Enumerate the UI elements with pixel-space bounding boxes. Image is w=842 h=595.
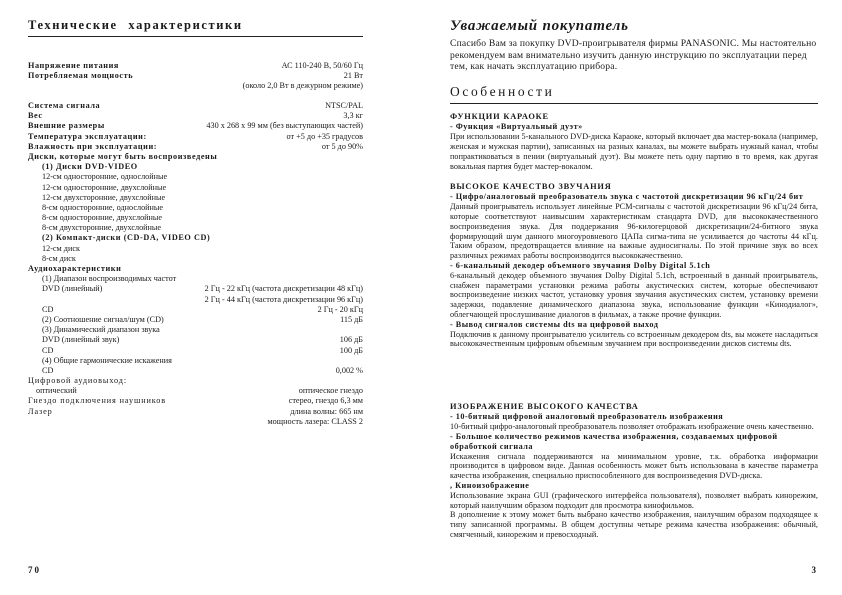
cinema-subheading: , Киноизображение — [450, 480, 530, 490]
karaoke-text: При использовании 5-канального DVD-диска Караоке, который включает два мастер-вокала (например, женская и мужская партии), записанных на разных каналах, вы можете выбрать нужный канал, чтобы попрактиковаться в пении (виртуальный дуэт). Вы можете петь одну партию в то время, как другая вокальная партия будет мастер-вокалом. — [450, 132, 818, 171]
audio-dac-text: Данный проигрыватель использует линейные PCM-сигналы с частотой дискретизации 96 кГц/24 бита, которые соответствуют наивысшим характеристикам стандарта DVD, для высококачественного воспроизведения звука. Для поддержания 96-килогерцовой дискретизации/24-битного звука формирующий шум данного многоуровневого ЦАПа сигма-типа не усиливается до частоты 44 кГц. Таким образом, предотвращается влияние на важные аудиосигналы. По этой причине звук во всех различных режимах работы воспроизводится высококачественно. — [450, 202, 818, 261]
power-label: Напряжение питания — [28, 61, 119, 70]
consumption-value: 21 Вт — [343, 71, 363, 81]
dyn-dvd-label: DVD (линейный звук) — [42, 335, 120, 345]
image-quality-section — [450, 402, 818, 540]
dimensions-label: Внешние размеры — [28, 121, 105, 131]
karaoke-heading: ФУНКЦИИ КАРАОКЕ — [450, 112, 549, 121]
video-dac-subheading: - 10-битный цифровой аналоговый преобразователь изображения — [450, 412, 724, 422]
audio-quality-heading: ВЫСОКОЕ КАЧЕСТВО ЗВУЧАНИЯ — [450, 182, 612, 191]
dts-text: Подключив к данному проигрывателю усилитель со встроенным декодером dts, вы можете насладиться высококачественным цифровым объемным звучанием при воспроизведении дисков системы dts. — [450, 329, 818, 349]
snr-value: 115 дБ — [340, 314, 363, 324]
karaoke-section — [450, 112, 818, 171]
weight-value: 3,3 кг — [343, 111, 363, 121]
greeting-title: Уважаемый покупатель — [450, 18, 629, 34]
picture-modes-subheading: - Большое количество режимов качества изображения, создаваемых цифровой обработкой сигнала — [450, 432, 778, 451]
picture-modes-text: Искажения сигнала поддерживаются на минимальном уровне, т.к. обработка информации производится в цифровом виде. Данная особенность может быть использована в качестве параметра качества изображения, специально приспособленного для воспроизведения DVD-диска. — [450, 451, 818, 481]
discs-label: Диски, которые могут быть воспроизведены — [28, 151, 218, 161]
temperature-label: Температура эксплуатации: — [28, 131, 147, 141]
power-value: АС 110-240 В, 50/60 Гц — [281, 61, 363, 70]
laser-value: мощность лазера: CLASS 2 — [267, 416, 363, 426]
standby-note: (около 2,0 Вт в дежурном режиме) — [242, 81, 363, 91]
dvd-video-label: (1) Диски DVD-VIDEO — [42, 162, 138, 172]
humidity-label: Влажность при эксплуатации: — [28, 141, 158, 151]
snr-label: (2) Соотношение сигнал/шум (CD) — [42, 314, 164, 324]
specs-block — [28, 61, 363, 92]
dts-subheading: - Вывод сигналов системы dts на цифровой выход — [450, 319, 659, 329]
dvd-video-item: 8-см односторонние, однослойные — [42, 202, 164, 212]
dimensions-value: 430 x 268 x 99 мм (без выступающих частей) — [206, 121, 363, 131]
cd-item: 12-см диск — [42, 243, 80, 253]
karaoke-subheading: - Функция «Виртуальный дуэт» — [450, 122, 583, 132]
audio-label: Аудиохарактеристики — [28, 264, 122, 273]
thd-cd-label: CD — [42, 365, 54, 375]
features-heading: Особенности — [450, 84, 818, 104]
humidity-value: от 5 до 90% — [321, 141, 363, 151]
dvd-video-item: 12-см односторонние, однослойные — [42, 172, 168, 182]
headphone-label: Гнездо подключения наушников — [28, 396, 167, 406]
dvd-video-item: 8-см двухсторонние, двухслойные — [42, 223, 162, 233]
laser-value: длина волны: 665 нм — [290, 406, 363, 416]
specs-heading: Технические характеристики — [28, 18, 363, 37]
dolby-text: 6-канальный декодер объемного звучания Dolby Digital 5.1ch, встроенный в данный проигрыватель, снабжен параметрами установки режима работы акустических систем, которые обеспечивают воспроизведение низких частот, установку уровня звучания акустических систем, установку времени задержки, подавление динамического диапазона звука, использование функции «Кинодиалог», облегчающей прослушивание диалогов в фильмах, а также прочие функции. — [450, 270, 818, 319]
temperature-value: от +5 до +35 градусов — [286, 131, 363, 141]
dolby-subheading: - 6-канальный декодер объемного звучания Dolby Digital 5.1ch — [450, 260, 711, 270]
digital-out-label: Цифровой аудиовыход: — [28, 376, 128, 386]
dvd-linear-value: 2 Гц - 44 кГц (частота дискретизации 96 кГц) — [204, 294, 363, 304]
dvd-video-item: 8-см односторонние, двухслойные — [42, 213, 163, 223]
dyn-cd-label: CD — [42, 345, 54, 355]
laser-label: Лазер — [28, 406, 53, 416]
cd-item: 8-см диск — [42, 253, 76, 263]
freq-range-label: (1) Диапазон воспроизводимых частот — [42, 274, 177, 284]
dvd-video-item: 12-см двухсторонние, двухслойные — [42, 192, 166, 202]
dyn-range-label: (3) Динамический диапазон звука — [42, 325, 160, 335]
thd-label: (4) Общие гармонические искажения — [42, 355, 172, 365]
audio-dac-subheading: - Цифро/аналоговый преобразователь звука с частотой дискретизации 96 кГц/24 бит — [450, 192, 804, 202]
weight-label: Вес — [28, 111, 43, 121]
optical-label: оптический — [36, 386, 77, 396]
cd-freq-label: CD — [42, 304, 54, 314]
cd-freq-value: 2 Гц - 20 кГц — [317, 304, 363, 314]
signal-value: NTSC/PAL — [325, 101, 363, 110]
dyn-cd-value: 100 дБ — [339, 345, 363, 355]
greeting-body: Спасибо Вам за покупку DVD-проигрывателя фирмы PANASONIC. Мы настоятельно рекомендуем вам внимательно изучить данную инструкцию по эксплуатации перед тем, как начать эксплуатацию прибора. — [450, 38, 817, 73]
page-number-left: 70 — [28, 565, 41, 575]
cinema-text: Использование экрана GUI (графического интерфейса пользователя), позволяет выбрать кинорежим, который наилучшим образом подходит для просмотра кинофильмов. — [450, 490, 818, 510]
dyn-dvd-value: 106 дБ — [339, 335, 363, 345]
signal-label: Система сигнала — [28, 101, 101, 110]
page-number-right: 3 — [811, 565, 818, 575]
consumption-label: Потребляемая мощность — [28, 71, 134, 81]
cd-label: (2) Компакт-диски (CD-DA, VIDEO CD) — [42, 233, 211, 243]
headphone-value: стерео, гнездо 6,3 мм — [288, 396, 363, 406]
dvd-linear-label: DVD (линейный) — [42, 284, 103, 294]
video-dac-text: 10-битный цифро-аналоговый преобразователь позволяет отображать изображение очень качественно. — [450, 422, 814, 432]
thd-cd-value: 0,002 % — [335, 365, 363, 375]
dvd-linear-value: 2 Гц - 22 кГц (частота дискретизации 48 кГц) — [204, 284, 363, 294]
audio-quality-section — [450, 182, 818, 349]
specs-block-general — [28, 101, 363, 427]
image-quality-heading: ИЗОБРАЖЕНИЕ ВЫСОКОГО КАЧЕСТВА — [450, 402, 639, 411]
cinema-text-extra: В дополнение к этому может быть выбрано качество изображения, наилучшим образом подходящее к типу записанной программы. В общем доступны четыре режима качества изображения: обычный, смягченный, кинорежим и превосходный. — [450, 510, 818, 539]
dvd-video-item: 12-см односторонние, двухслойные — [42, 182, 167, 192]
optical-value: оптическое гнездо — [298, 386, 363, 396]
